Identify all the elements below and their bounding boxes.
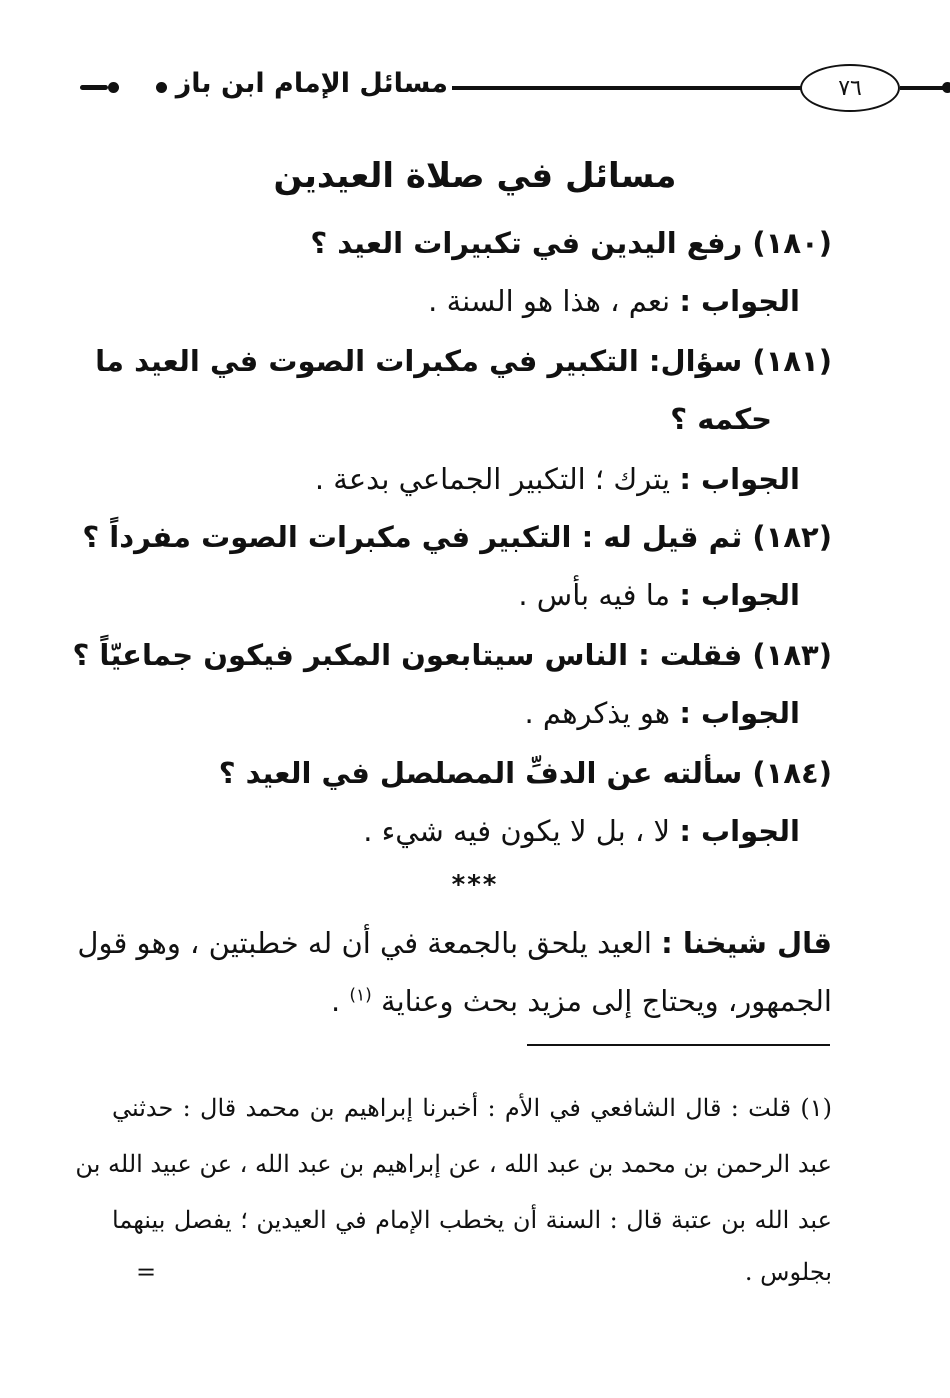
- note-text: العيد يلحق بالجمعة في أن له خطبتين ، وهو قول: [77, 926, 662, 960]
- header-dot: [156, 82, 167, 93]
- answer-text: نعم ، هذا هو السنة .: [428, 284, 680, 318]
- question-182: (١٨٢) ثم قيل له : التكبير في مكبرات الصوت مفرداً ؟: [82, 520, 832, 554]
- answer-label: الجواب :: [679, 696, 800, 730]
- answer-183: [524, 696, 800, 730]
- header-dot: [942, 82, 950, 93]
- footnote-line-1: (١) قلت : قال الشافعي في الأم : أخبرنا إبراهيم بن محمد قال : حدثني: [112, 1094, 832, 1122]
- answer-text: يترك ؛ التكبير الجماعي بدعة .: [314, 462, 680, 496]
- answer-label: الجواب :: [679, 578, 800, 612]
- answer-text: ما فيه بأس .: [518, 578, 680, 612]
- answer-181: [315, 462, 800, 496]
- continuation-mark: =: [136, 1258, 157, 1286]
- footnote-line-2: عبد الرحمن بن محمد بن عبد الله ، عن إبراهيم بن عبد الله ، عن عبيد الله بن: [75, 1150, 832, 1178]
- running-title: مسائل الإمام ابن باز: [175, 68, 448, 99]
- answer-text: لا ، بل لا يكون فيه شيء .: [363, 814, 680, 848]
- answer-label: الجواب :: [679, 814, 800, 848]
- page-number: ٧٦: [800, 64, 900, 112]
- answer-text: هو يذكرهم .: [524, 696, 680, 730]
- answer-label: الجواب :: [679, 284, 800, 318]
- question-183: (١٨٣) فقلت : الناس سيتابعون المكبر فيكون جماعيّاً ؟: [72, 638, 832, 672]
- footnote-line-3: عبد الله بن عتبة قال : السنة أن يخطب الإمام في العيدين ؛ يفصل بينهما: [112, 1206, 832, 1234]
- note-line-2: [331, 984, 832, 1018]
- answer-182: [518, 578, 800, 612]
- note-label: قال شيخنا :: [661, 926, 832, 960]
- note-line-1: [77, 926, 832, 960]
- footnote-rule: [527, 1044, 830, 1046]
- question-181-line-1: (١٨١) سؤال: التكبير في مكبرات الصوت في العيد ما: [95, 344, 832, 378]
- page-header: [80, 62, 870, 116]
- question-180: (١٨٠) رفع اليدين في تكبيرات العيد ؟: [310, 226, 832, 260]
- note-text: الجمهور، ويحتاج إلى مزيد بحث وعناية: [381, 984, 832, 1018]
- chapter-title: مسائل في صلاة العيدين: [273, 156, 677, 196]
- header-rule: [900, 86, 944, 90]
- question-181-line-2: حكمه ؟: [670, 402, 772, 436]
- footnote-reference[interactable]: (١): [349, 985, 372, 1006]
- answer-184: [363, 814, 800, 848]
- header-rule: [80, 85, 108, 90]
- section-separator: ***: [451, 870, 499, 900]
- header-rule: [452, 86, 802, 90]
- answer-180: [428, 284, 800, 318]
- footnote-line-4: بجلوس .: [744, 1258, 832, 1286]
- question-184: (١٨٤) سألته عن الدفِّ المصلصل في العيد ؟: [218, 756, 832, 790]
- answer-label: الجواب :: [679, 462, 800, 496]
- note-end: .: [330, 984, 350, 1018]
- header-dot: [108, 82, 119, 93]
